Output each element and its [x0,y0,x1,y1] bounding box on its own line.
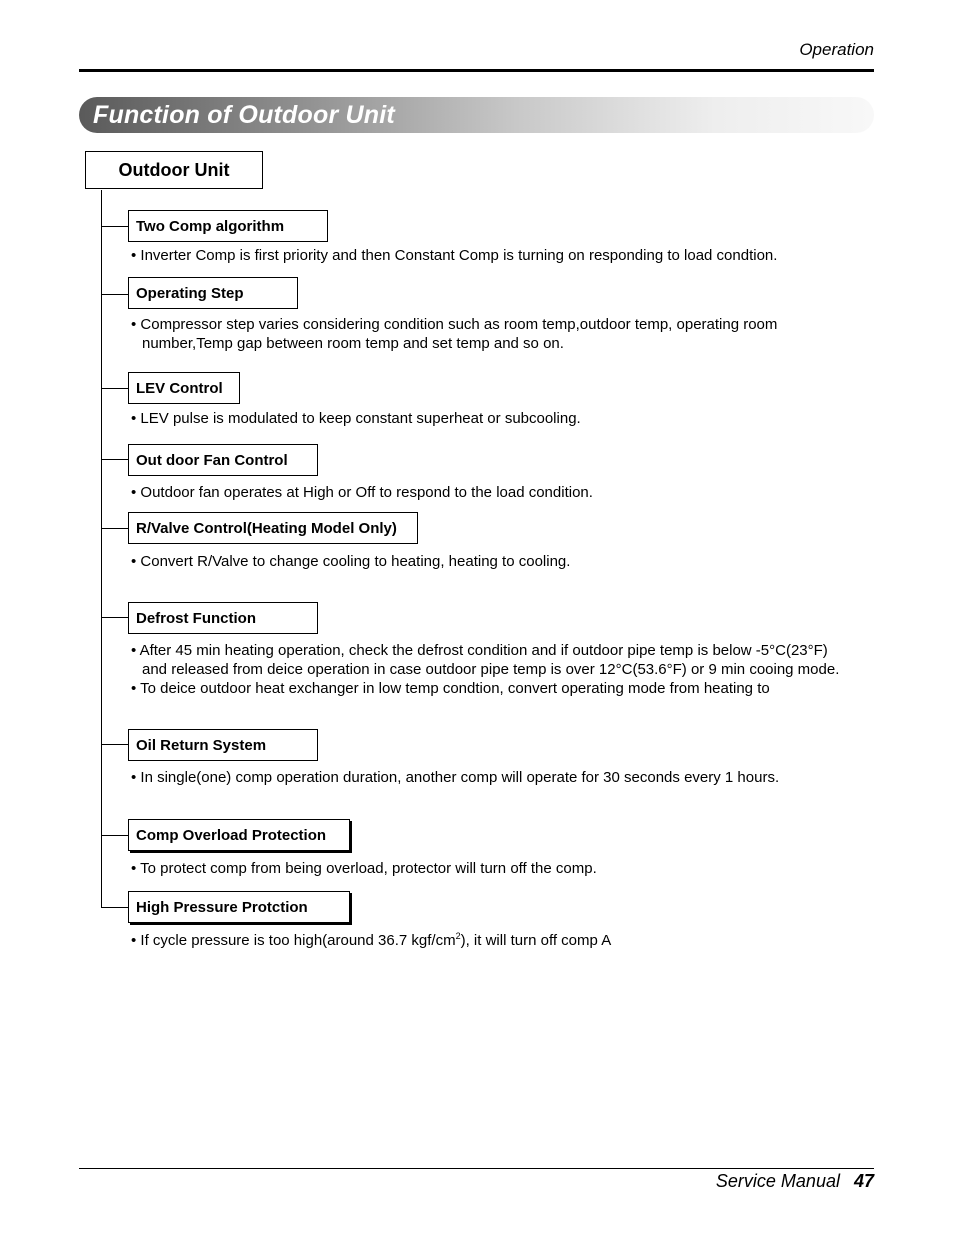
branch-line [101,294,128,295]
branch-line [101,835,128,836]
branch-line [101,388,128,389]
section-text-two-comp-algorithm [131,246,831,265]
bullet-text: • LEV pulse is modulated to keep constant superheat or subcooling. [131,410,581,427]
bullet-text: • To deice outdoor heat exchanger in low temp condtion, convert operating mode from heating to [131,680,770,697]
footer-rule [79,1168,874,1169]
branch-line [101,459,128,460]
section-box-defrost-function [128,602,318,634]
outdoor-unit-label: Outdoor Unit [118,160,230,180]
superscript-two: 2 [455,931,461,941]
branch-line [101,226,128,227]
section-text-outdoor-fan-control [131,483,831,502]
section-box-rvalve-control [128,512,418,544]
tree-trunk-line [101,190,102,908]
branch-line [101,617,128,618]
section-box-outdoor-fan-control [128,444,318,476]
section-text-high-pressure-protection [131,931,831,950]
section-label: Out door Fan Control [136,452,288,469]
footer-manual-title: Service Manual [715,1171,840,1191]
page-number: 47 [853,1171,874,1191]
bullet-text: • After 45 min heating operation, check the defrost condition and if outdoor pipe temp is below -5°C(23°F) and released from deice operation in case outdoor pipe temp is over 12°C(53.6°F) or 9 min cooing mode. [131,642,840,678]
header-rule [79,69,874,72]
section-label: High Pressure Protction [136,899,308,916]
bullet-text [131,931,831,950]
section-text-operating-step [131,315,821,353]
footer [716,1171,874,1192]
section-label: Oil Return System [136,737,267,754]
bullet-text: • Compressor step varies considering condition such as room temp,outdoor temp, operating room number,Temp gap between room temp and set temp and so on. [131,316,778,352]
section-label: R/Valve Control(Heating Model Only) [136,520,397,537]
title-banner [79,97,874,133]
section-box-operating-step [128,277,298,309]
section-text-comp-overload-protection [131,859,831,878]
section-text-defrost-function [131,641,851,698]
section-label: LEV Control [136,380,223,397]
section-label: Operating Step [136,285,244,302]
section-text-rvalve-control [131,552,831,571]
bullet-text: • Inverter Comp is first priority and then Constant Comp is turning on responding to load condtion. [131,247,778,264]
bullet-text: • Outdoor fan operates at High or Off to respond to the load condition. [131,484,593,501]
section-box-lev-control [128,372,240,404]
outdoor-unit-box [85,151,263,189]
bullet-text: • Convert R/Valve to change cooling to heating, heating to cooling. [131,553,571,570]
section-header: Operation [799,40,874,59]
branch-line [101,528,128,529]
bullet-text: • To protect comp from being overload, protector will turn off the comp. [131,860,597,877]
branch-line [101,907,128,908]
section-box-oil-return-system [128,729,318,761]
branch-line [101,744,128,745]
bullet-text: • In single(one) comp operation duration, another comp will operate for 30 seconds every 1 hours. [131,769,780,786]
page-title: Function of Outdoor Unit [93,101,395,129]
section-box-two-comp-algorithm [128,210,328,242]
section-label: Defrost Function [136,610,256,627]
section-label: Two Comp algorithm [136,218,285,235]
section-label: Comp Overload Protection [136,827,327,844]
bullet-text-part: • If cycle pressure is too high(around 36.7 kgf/cm [131,932,456,949]
bullet-text-part: ), it will turn off comp A [460,932,612,949]
section-box-comp-overload-protection [128,819,350,851]
section-text-oil-return-system [131,768,851,787]
section-text-lev-control [131,409,831,428]
section-box-high-pressure-protection [128,891,350,923]
